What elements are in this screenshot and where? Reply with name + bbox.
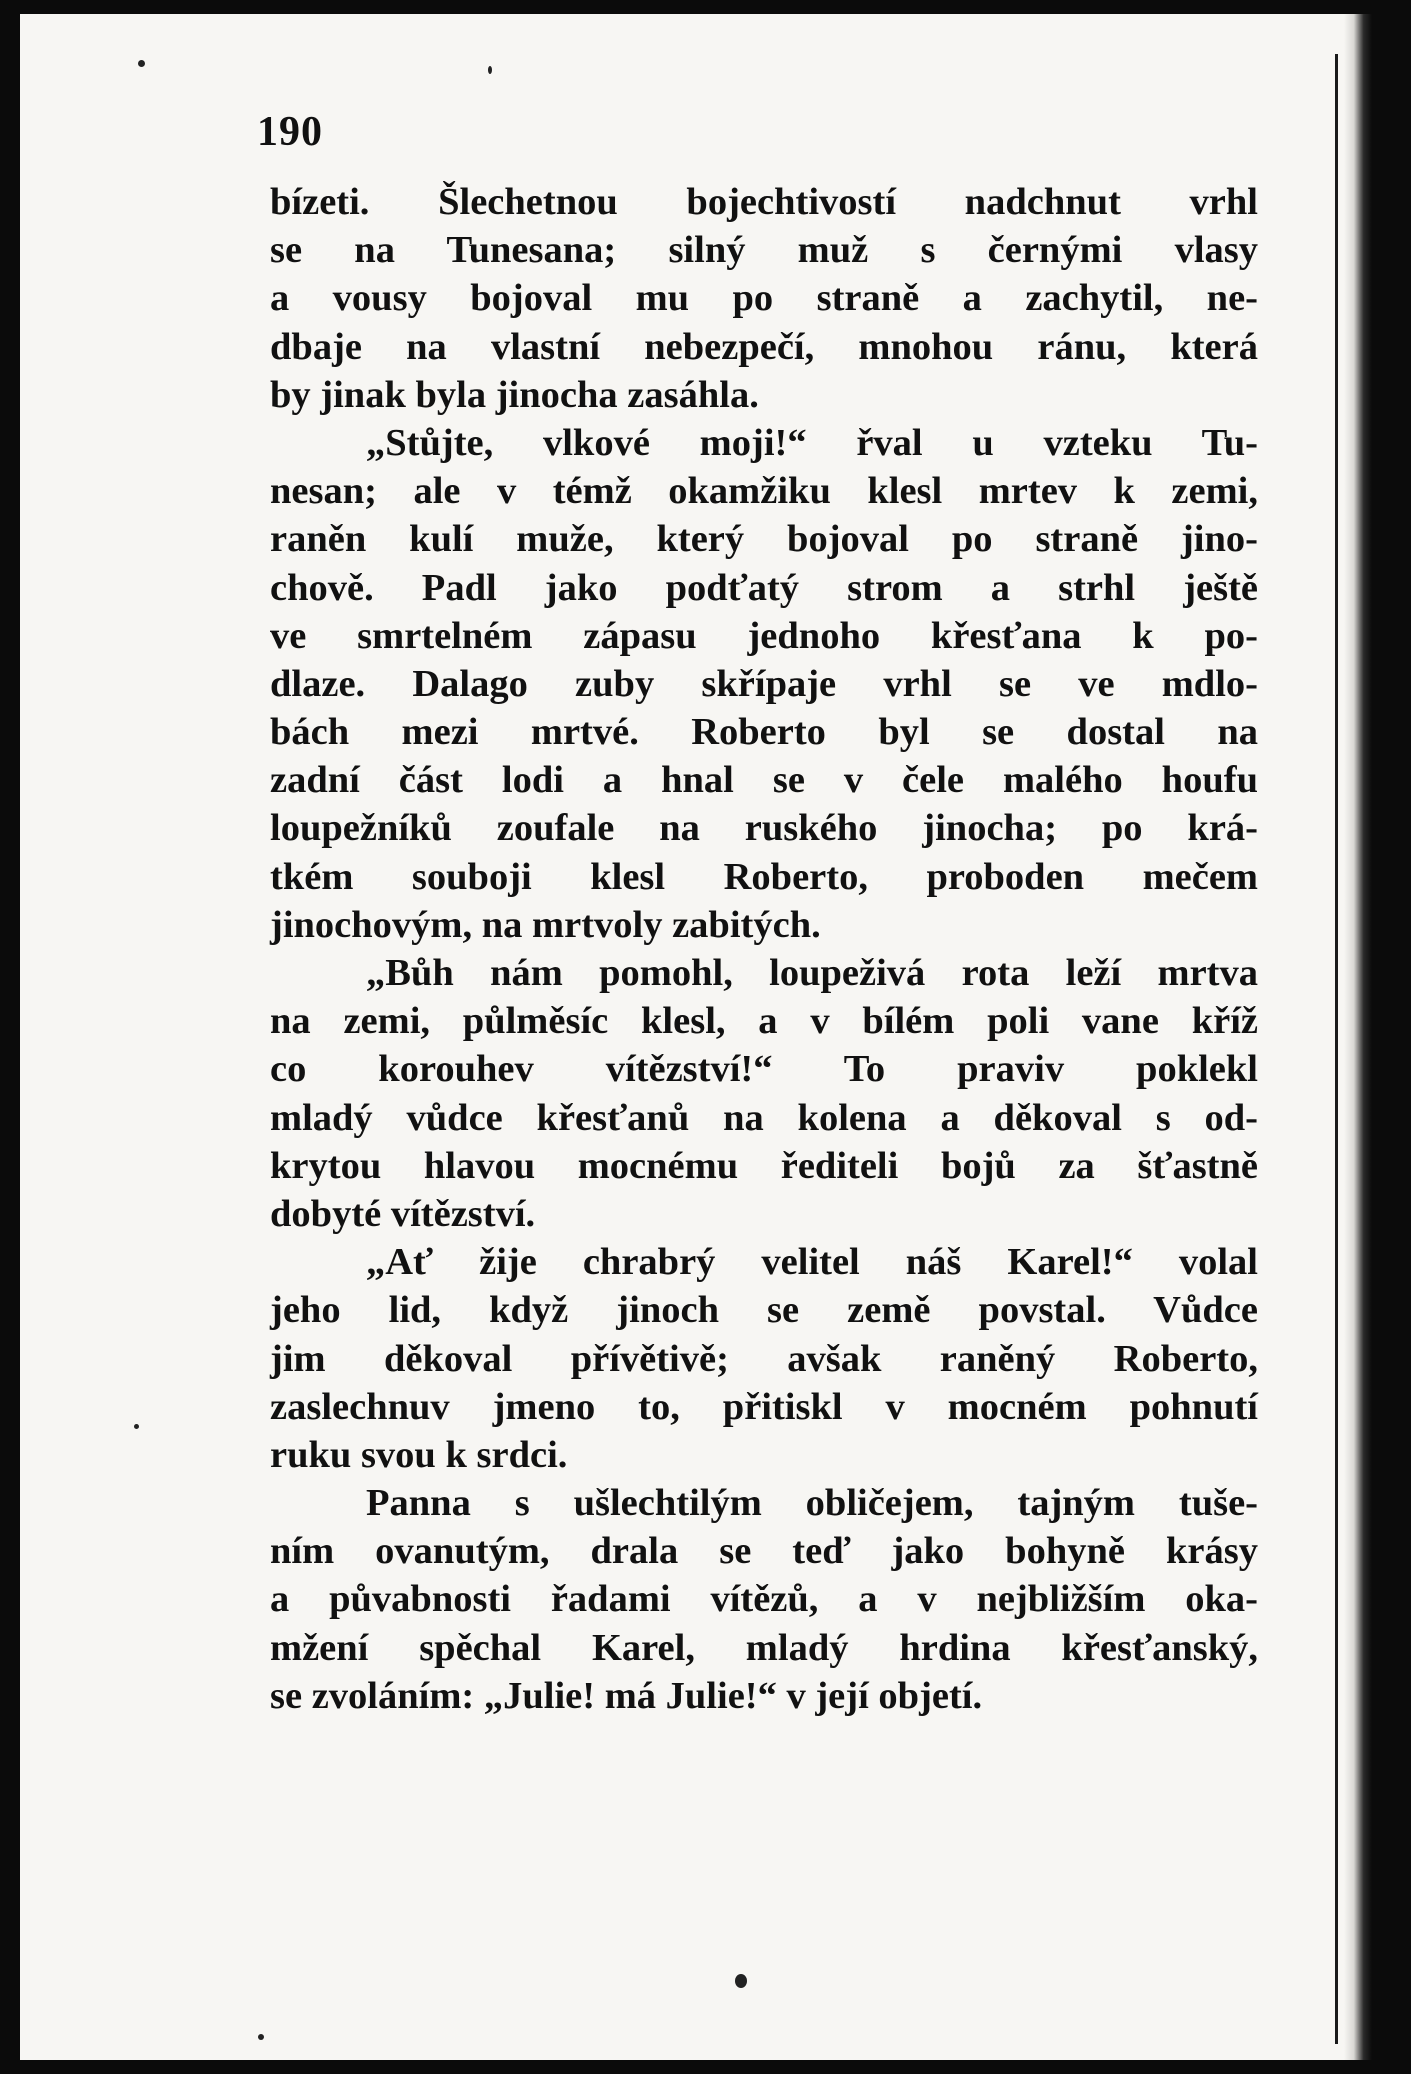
body-text <box>270 178 1258 1720</box>
text-line: zadní část lodi a hnal se v čele malého houfu <box>270 759 1258 802</box>
text-line: „Stůjte, vlkové moji!“ řval u vzteku Tu- <box>366 421 1258 464</box>
scan-speck <box>138 60 145 67</box>
text-line: nesan; ale v témž okamžiku klesl mrtev k zemi, <box>270 470 1258 513</box>
text-line: dbaje na vlastní nebezpečí, mnohou ránu, která <box>270 325 1258 368</box>
page-number: 190 <box>257 109 323 155</box>
text-line: co korouhev vítězství!“ To praviv poklekl <box>270 1048 1258 1091</box>
text-line: jinochovým, na mrtvoly zabitých. <box>270 903 821 946</box>
scan-speck <box>258 2034 264 2040</box>
text-line: se zvoláním: „Julie! má Julie!“ v její objetí. <box>270 1674 983 1717</box>
scan-speck <box>735 1974 747 1988</box>
text-line: a půvabnosti řadami vítězů, a v nejbližším oka- <box>270 1578 1258 1621</box>
book-page <box>20 14 1372 2060</box>
text-line: loupežníků zoufale na ruského jinocha; po krá- <box>270 807 1258 850</box>
text-line: ruku svou k srdci. <box>270 1433 568 1476</box>
text-line: mladý vůdce křesťanů na kolena a děkoval s od- <box>270 1096 1258 1139</box>
scan-speck <box>488 66 492 74</box>
text-line: bách mezi mrtvé. Roberto byl se dostal na <box>270 711 1258 754</box>
text-line: by jinak byla jinocha zasáhla. <box>270 373 759 416</box>
page-edge-line <box>1335 54 1338 2044</box>
text-line: raněn kulí muže, který bojoval po straně jino- <box>270 518 1258 561</box>
text-line: na zemi, půlměsíc klesl, a v bílém poli vane kříž <box>270 1000 1258 1043</box>
text-line: dlaze. Dalago zuby skřípaje vrhl se ve mdlo- <box>270 662 1258 705</box>
text-line: mžení spěchal Karel, mladý hrdina křesťanský, <box>270 1626 1258 1669</box>
text-line: dobyté vítězství. <box>270 1192 536 1235</box>
text-line: ním ovanutým, drala se teď jako bohyně krásy <box>270 1530 1258 1573</box>
text-line: „Ať žije chrabrý velitel náš Karel!“ volal <box>366 1241 1258 1284</box>
text-line: „Bůh nám pomohl, loupeživá rota leží mrtva <box>366 952 1258 994</box>
text-line: chově. Padl jako podťatý strom a strhl ještě <box>270 566 1258 609</box>
text-line: zaslechnuv jmeno to, přitiskl v mocném pohnutí <box>270 1385 1258 1428</box>
text-line: bízeti. Šlechetnou bojechtivostí nadchnut vrhl <box>270 181 1258 223</box>
text-line: jim děkoval přívětivě; avšak raněný Roberto, <box>270 1337 1258 1380</box>
text-line: Panna s ušlechtilým obličejem, tajným tuše- <box>366 1482 1258 1525</box>
text-line: tkém souboji klesl Roberto, proboden mečem <box>270 855 1258 898</box>
text-line: se na Tunesana; silný muž s černými vlasy <box>270 229 1258 272</box>
scan-speck <box>134 1424 139 1429</box>
text-line: ve smrtelném zápasu jednoho křesťana k po- <box>270 614 1258 657</box>
binding-gutter <box>1344 14 1372 2060</box>
text-line: jeho lid, když jinoch se země povstal. Vůdce <box>270 1289 1258 1332</box>
text-line: krytou hlavou mocnému řediteli bojů za šťastně <box>270 1144 1258 1187</box>
text-line: a vousy bojoval mu po straně a zachytil, ne- <box>270 277 1258 320</box>
